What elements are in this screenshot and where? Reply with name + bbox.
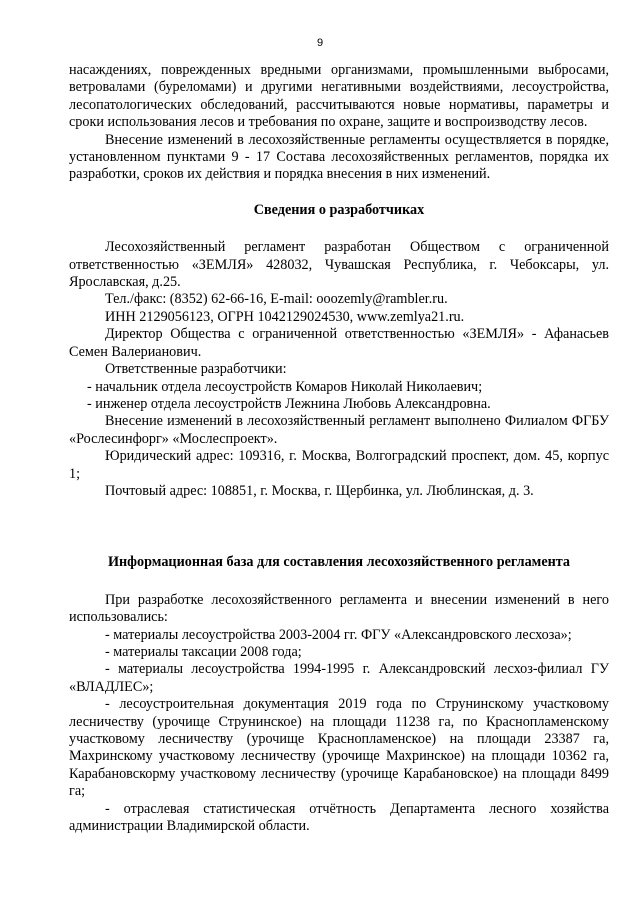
- developers-paragraph-3: ИНН 2129056123, ОГРН 1042129024530, www.zemlya21.ru.: [105, 308, 465, 325]
- info-base-heading: Информационная база для составления лесохозяйственного регламента: [107, 554, 571, 571]
- developers-paragraph-9: Юридический адрес: 109316, г. Москва, Волгоградский проспект, дом. 45, корпус 1;: [69, 448, 609, 482]
- info-base-list-item-3: - материалы лесоустройства 1994-1995 г. Александровский лесхоз-филиал ГУ «ВЛАДЛЕС»;: [69, 661, 609, 695]
- developers-list-item-1: - начальник отдела лесоустройств Комаров Николай Николаевич;: [87, 378, 483, 395]
- intro-paragraph-1: насаждениях, поврежденных вредными организмами, промышленными выбросами, ветровалами (буреломами) и другими негативными воздействиями, лесоустройства, лесопатологических обследований, рассчитываются новые нормативы, параметры и сроки использования лесов и требования по охране, защите и воспроизводству лесов.: [69, 62, 609, 131]
- info-base-list-item-4: - лесоустроительная документация 2019 года по Струнинскому участковому лесничеству (урочище Струнинское) на площади 11238 га, по Краснопламенскому участковому лесничеству (урочище Краснопламенское) на площади 23387 га, Махринскому участковому лесничеству (урочище Махринское) на площади 10362 га, Карабановскорму участковому лесничеству (урочище Карабановское) на площади 8499 га;: [69, 696, 609, 800]
- developers-paragraph-10: Почтовый адрес: 108851, г. Москва, г. Щербинка, ул. Люблинская, д. 3.: [105, 482, 534, 499]
- developers-heading: Сведения о разработчиках: [253, 201, 425, 218]
- developers-paragraph-8: Внесение изменений в лесохозяйственный регламент выполнено Филиалом ФГБУ «Рослесинфорг» «Мослеспроект».: [69, 413, 609, 447]
- info-base-list-item-5: - отраслевая статистическая отчётность Департамента лесного хозяйства администрации Владимирской области.: [69, 800, 609, 835]
- document-body: [69, 62, 609, 835]
- developers-paragraph-1: Лесохозяйственный регламент разработан Обществом с ограниченной ответственностью «ЗЕМЛЯ» 428032, Чувашская Республика, г. Чебоксары, ул. Ярославская, д.25.: [69, 239, 609, 291]
- info-base-list-item-2: - материалы таксации 2008 года;: [105, 643, 302, 660]
- developers-list-item-2: - инженер отдела лесоустройств Лежнина Любовь Александровна.: [87, 395, 491, 412]
- developers-paragraph-2: Тел./факс: (8352) 62-66-16, E-mail: ooozemly@rambler.ru.: [105, 291, 448, 308]
- intro-paragraph-2: Внесение изменений в лесохозяйственные регламенты осуществляется в порядке, установленном пунктами 9 - 17 Состава лесохозяйственных регламентов, порядка их разработки, сроков их действия и порядка внесения в них изменений.: [69, 131, 609, 183]
- developers-paragraph-4: Директор Общества с ограниченной ответственностью «ЗЕМЛЯ» - Афанасьев Семен Валерианович.: [69, 326, 609, 360]
- info-base-paragraph-1: При разработке лесохозяйственного регламента и внесении изменений в него использовались:: [69, 591, 609, 626]
- developers-paragraph-5: Ответственные разработчики:: [105, 361, 287, 378]
- page-number: 9: [316, 37, 324, 49]
- info-base-list-item-1: - материалы лесоустройства 2003-2004 гг. ФГУ «Александровского лесхоза»;: [105, 626, 572, 643]
